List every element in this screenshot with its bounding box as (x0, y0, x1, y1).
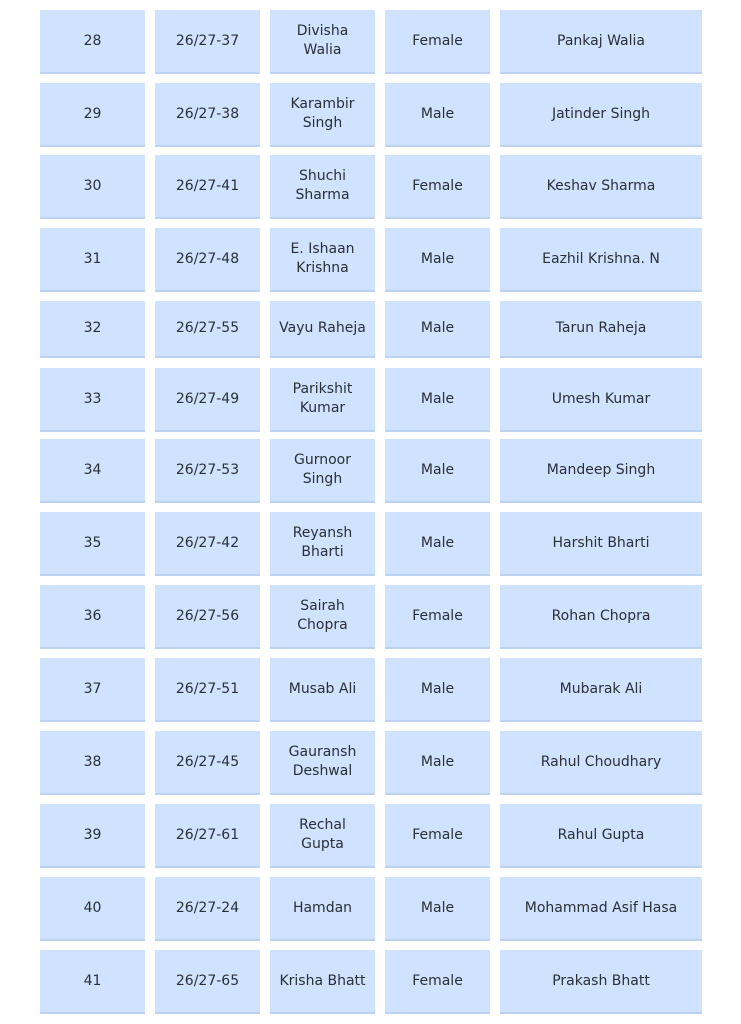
student-name-cell (270, 228, 375, 292)
admission-number-cell: 26/27-61 (155, 804, 260, 868)
serial-number-cell: 38 (40, 731, 145, 795)
gender-cell: Male (385, 439, 490, 503)
student-name-cell (270, 368, 375, 432)
student-name-text: Vayu Raheja (279, 320, 366, 336)
admission-number-cell: 26/27-49 (155, 368, 260, 432)
gender-cell: Male (385, 228, 490, 292)
student-name-cell (270, 83, 375, 147)
admission-number-cell: 26/27-65 (155, 950, 260, 1014)
table-row (40, 155, 702, 219)
table-row (40, 228, 702, 292)
gender-cell: Female (385, 804, 490, 868)
table-row (40, 301, 702, 358)
gender-cell: Female (385, 155, 490, 219)
student-name-text: Shuchi Sharma (295, 168, 350, 203)
serial-number-cell: 28 (40, 10, 145, 74)
parent-name-cell: Mubarak Ali (500, 658, 702, 722)
student-name-cell (270, 512, 375, 576)
admission-number-cell: 26/27-24 (155, 877, 260, 941)
table-row (40, 731, 702, 795)
gender-cell: Male (385, 877, 490, 941)
table-row (40, 10, 702, 74)
parent-name-cell: Harshit Bharti (500, 512, 702, 576)
serial-number-cell: 41 (40, 950, 145, 1014)
admission-number-cell: 26/27-56 (155, 585, 260, 649)
student-name-cell (270, 950, 375, 1014)
student-name-text: Hamdan (292, 899, 353, 916)
serial-number-cell: 32 (40, 301, 145, 358)
parent-name-cell: Prakash Bhatt (500, 950, 702, 1014)
gender-cell: Male (385, 731, 490, 795)
admission-number-cell: 26/27-51 (155, 658, 260, 722)
student-name-text: Gurnoor Singh (294, 452, 351, 487)
student-name-cell (270, 804, 375, 868)
table-row (40, 368, 702, 432)
table-row (40, 950, 702, 1014)
table-row (40, 439, 702, 503)
serial-number-cell: 40 (40, 877, 145, 941)
parent-name-cell: Mohammad Asif Hasa (500, 877, 702, 941)
gender-cell: Female (385, 585, 490, 649)
serial-number-cell: 37 (40, 658, 145, 722)
student-name-cell (270, 877, 375, 941)
gender-cell: Male (385, 83, 490, 147)
gender-cell: Male (385, 301, 490, 358)
student-name-cell (270, 585, 375, 649)
parent-name-cell: Jatinder Singh (500, 83, 702, 147)
parent-name-cell: Rohan Chopra (500, 585, 702, 649)
student-name-cell (270, 10, 375, 74)
student-name-cell (270, 658, 375, 722)
serial-number-cell: 35 (40, 512, 145, 576)
admission-number-cell: 26/27-53 (155, 439, 260, 503)
student-name-text: E. Ishaan Krishna (290, 241, 355, 276)
parent-name-cell: Rahul Choudhary (500, 731, 702, 795)
serial-number-cell: 29 (40, 83, 145, 147)
parent-name-cell: Umesh Kumar (500, 368, 702, 432)
admission-number-cell: 26/27-42 (155, 512, 260, 576)
gender-cell: Male (385, 658, 490, 722)
student-name-text: Musab Ali (288, 680, 357, 697)
serial-number-cell: 34 (40, 439, 145, 503)
student-name-cell (270, 301, 375, 358)
admission-number-cell: 26/27-37 (155, 10, 260, 74)
gender-cell: Female (385, 950, 490, 1014)
admission-number-cell: 26/27-38 (155, 83, 260, 147)
admission-number-cell: 26/27-45 (155, 731, 260, 795)
table-row (40, 877, 702, 941)
table-row (40, 658, 702, 722)
serial-number-cell: 33 (40, 368, 145, 432)
parent-name-cell: Eazhil Krishna. N (500, 228, 702, 292)
gender-cell: Male (385, 368, 490, 432)
admission-number-cell: 26/27-41 (155, 155, 260, 219)
admission-number-cell: 26/27-48 (155, 228, 260, 292)
student-name-text: Gauransh Deshwal (288, 744, 357, 779)
gender-cell: Male (385, 512, 490, 576)
student-name-text: Reyansh Bharti (292, 525, 353, 560)
student-name-cell (270, 731, 375, 795)
serial-number-cell: 31 (40, 228, 145, 292)
serial-number-cell: 36 (40, 585, 145, 649)
parent-name-cell: Keshav Sharma (500, 155, 702, 219)
student-name-cell (270, 155, 375, 219)
table-row (40, 804, 702, 868)
student-name-text: Karambir Singh (290, 96, 355, 131)
student-name-text: Parikshit Kumar (292, 381, 353, 416)
table-row (40, 83, 702, 147)
student-name-text: Divisha Walia (296, 23, 349, 58)
table-row (40, 585, 702, 649)
table-row (40, 512, 702, 576)
gender-cell: Female (385, 10, 490, 74)
admission-number-cell: 26/27-55 (155, 301, 260, 358)
parent-name-cell: Pankaj Walia (500, 10, 702, 74)
student-name-text: Rechal Gupta (299, 817, 346, 852)
student-name-text: Krisha Bhatt (279, 972, 366, 989)
serial-number-cell: 30 (40, 155, 145, 219)
parent-name-cell: Mandeep Singh (500, 439, 702, 503)
student-name-cell (270, 439, 375, 503)
serial-number-cell: 39 (40, 804, 145, 868)
student-name-text: Sairah Chopra (297, 598, 348, 633)
parent-name-cell: Rahul Gupta (500, 804, 702, 868)
parent-name-cell: Tarun Raheja (500, 301, 702, 358)
